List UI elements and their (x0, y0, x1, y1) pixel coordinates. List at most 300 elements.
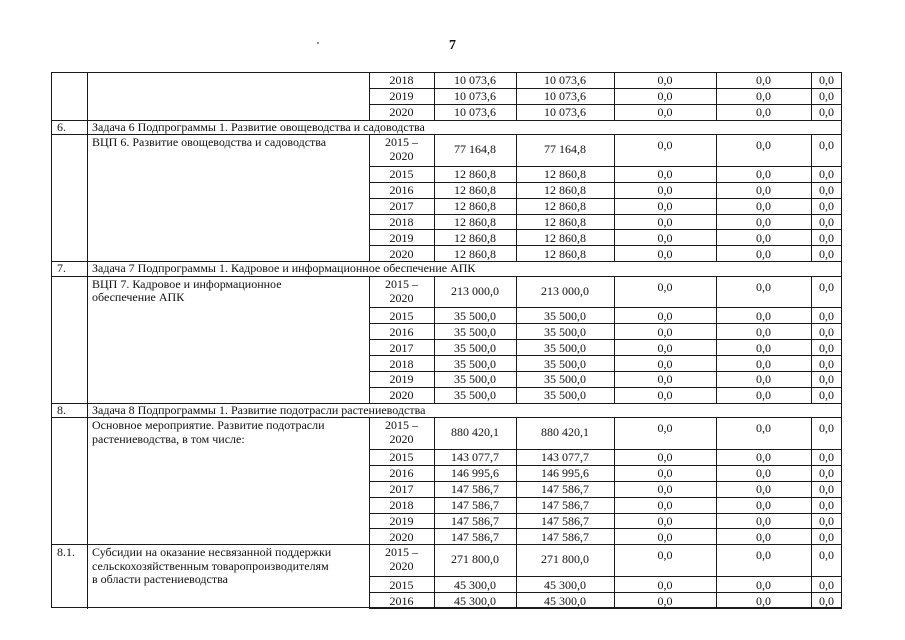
amount-cell: 35 500,0 (454, 356, 496, 371)
zero-cell: 0,0 (819, 466, 834, 481)
value-column-divider (434, 214, 435, 231)
zero-cell: 0,0 (819, 577, 834, 592)
task-title: Задача 6 Подпрограммы 1. Развитие овощеводства и садоводства (92, 119, 425, 134)
value-column-divider (614, 229, 615, 246)
zero-cell: 0,0 (756, 482, 771, 497)
value-column-divider (434, 417, 435, 450)
value-column-divider (516, 465, 517, 482)
value-column-divider (716, 544, 717, 577)
amount-cell: 35 500,0 (544, 340, 586, 355)
data-row-bottom-line (369, 307, 842, 308)
amount-cell: 77 164,8 (544, 142, 586, 157)
number-column-divider (87, 417, 88, 450)
amount-cell: 147 586,7 (451, 498, 499, 513)
zero-cell: 0,0 (819, 529, 834, 544)
number-column-divider (87, 166, 88, 183)
value-column-divider (811, 307, 812, 324)
task-title: Задача 7 Подпрограммы 1. Кадровое и информационное обеспечение АПК (92, 261, 476, 276)
task-row-number-divider (87, 261, 88, 275)
value-column-divider (434, 245, 435, 262)
zero-cell: 0,0 (657, 324, 673, 339)
period-label: 2015 – (385, 418, 418, 433)
amount-cell: 35 500,0 (454, 324, 496, 339)
amount-cell: 77 164,8 (454, 142, 496, 157)
zero-cell: 0,0 (756, 593, 771, 608)
number-column-divider (87, 339, 88, 356)
value-column-divider (811, 465, 812, 482)
label-column-divider (369, 544, 370, 577)
value-column-divider (434, 134, 435, 167)
value-column-divider (716, 214, 717, 231)
value-column-divider (811, 481, 812, 498)
year-cell: 2020 (389, 529, 414, 544)
amount-cell: 880 420,1 (541, 425, 589, 440)
task-number: 6. (57, 119, 66, 134)
data-row-bottom-line (369, 371, 842, 372)
value-column-divider (614, 513, 615, 530)
value-column-divider (811, 245, 812, 262)
value-column-divider (516, 544, 517, 577)
value-column-divider (716, 387, 717, 404)
page-number: 7 (449, 38, 456, 53)
data-row-bottom-line (369, 166, 842, 167)
value-column-divider (811, 576, 812, 593)
label-column-divider (369, 276, 370, 309)
value-column-divider (716, 371, 717, 388)
amount-cell: 35 500,0 (454, 388, 496, 403)
item-label: в области растениеводства (92, 572, 228, 587)
amount-cell: 35 500,0 (454, 372, 496, 387)
value-column-divider (716, 576, 717, 593)
zero-cell: 0,0 (756, 279, 771, 294)
zero-cell: 0,0 (657, 105, 673, 120)
zero-cell: 0,0 (657, 279, 673, 294)
value-column-divider (716, 88, 717, 105)
zero-cell: 0,0 (657, 514, 673, 529)
value-column-divider (434, 72, 435, 89)
value-column-divider (434, 88, 435, 105)
zero-cell: 0,0 (819, 246, 834, 261)
year-cell: 2015 (389, 167, 414, 182)
value-column-divider (434, 528, 435, 545)
value-column-divider (614, 72, 615, 89)
zero-cell: 0,0 (756, 372, 771, 387)
number-column-divider (87, 528, 88, 545)
zero-cell: 0,0 (756, 388, 771, 403)
label-column-divider (369, 198, 370, 215)
value-column-divider (811, 229, 812, 246)
zero-cell: 0,0 (756, 308, 771, 323)
value-column-divider (516, 276, 517, 309)
zero-cell: 0,0 (756, 340, 771, 355)
amount-cell: 12 860,8 (454, 230, 496, 245)
label-column-divider (369, 229, 370, 246)
zero-cell: 0,0 (657, 230, 673, 245)
value-column-divider (516, 592, 517, 609)
data-row-bottom-line (369, 182, 842, 183)
value-column-divider (516, 104, 517, 121)
task-number: 8. (57, 402, 66, 417)
value-column-divider (716, 355, 717, 372)
value-column-divider (716, 449, 717, 466)
zero-cell: 0,0 (819, 73, 834, 88)
amount-cell: 12 860,8 (544, 215, 586, 230)
value-column-divider (614, 449, 615, 466)
amount-cell: 35 500,0 (544, 388, 586, 403)
period-label: 2020 (389, 432, 414, 447)
zero-cell: 0,0 (819, 548, 834, 563)
value-column-divider (614, 166, 615, 183)
zero-cell: 0,0 (756, 421, 771, 436)
item-label: Субсидии на оказание несвязанной поддержки (92, 545, 332, 560)
item-label: обеспечение АПК (92, 290, 185, 305)
number-column-divider (87, 497, 88, 514)
zero-cell: 0,0 (657, 482, 673, 497)
zero-cell: 0,0 (756, 514, 771, 529)
label-column-divider (369, 323, 370, 340)
item-label: растениеводства, в том числе: (92, 431, 245, 446)
year-cell: 2015 (389, 450, 414, 465)
label-column-divider (369, 166, 370, 183)
zero-cell: 0,0 (819, 215, 834, 230)
value-column-divider (434, 387, 435, 404)
data-row-bottom-line (369, 355, 842, 356)
value-column-divider (516, 229, 517, 246)
value-column-divider (434, 513, 435, 530)
year-cell: 2018 (389, 356, 414, 371)
value-column-divider (614, 198, 615, 215)
value-column-divider (516, 576, 517, 593)
value-column-divider (434, 323, 435, 340)
item-label: сельскохозяйственным товаропроизводителям (92, 558, 329, 573)
value-column-divider (614, 355, 615, 372)
amount-cell: 45 300,0 (454, 593, 496, 608)
item-label: Основное мероприятие. Развитие подотрасли (92, 418, 325, 433)
year-cell: 2018 (389, 73, 414, 88)
number-column-divider (87, 104, 88, 121)
value-column-divider (516, 182, 517, 199)
label-column-divider (369, 245, 370, 262)
value-column-divider (811, 166, 812, 183)
value-column-divider (434, 166, 435, 183)
label-column-divider (369, 449, 370, 466)
amount-cell: 35 500,0 (544, 308, 586, 323)
zero-cell: 0,0 (657, 215, 673, 230)
zero-cell: 0,0 (756, 324, 771, 339)
zero-cell: 0,0 (819, 482, 834, 497)
value-column-divider (716, 198, 717, 215)
amount-cell: 35 500,0 (544, 356, 586, 371)
value-column-divider (516, 214, 517, 231)
zero-cell: 0,0 (657, 372, 673, 387)
value-column-divider (614, 387, 615, 404)
year-cell: 2020 (389, 388, 414, 403)
amount-cell: 12 860,8 (454, 167, 496, 182)
value-column-divider (434, 465, 435, 482)
amount-cell: 10 073,6 (544, 89, 586, 104)
label-column-divider (369, 576, 370, 593)
number-column-divider (87, 323, 88, 340)
amount-cell: 12 860,8 (454, 246, 496, 261)
value-column-divider (811, 513, 812, 530)
scan-speck (317, 42, 319, 44)
value-column-divider (614, 592, 615, 609)
amount-cell: 12 860,8 (454, 215, 496, 230)
value-column-divider (614, 417, 615, 450)
amount-cell: 880 420,1 (451, 425, 499, 440)
zero-cell: 0,0 (756, 73, 771, 88)
data-row-bottom-line (369, 544, 842, 545)
value-column-divider (614, 88, 615, 105)
year-cell: 2016 (389, 466, 414, 481)
value-column-divider (516, 88, 517, 105)
value-column-divider (716, 104, 717, 121)
amount-cell: 12 860,8 (544, 246, 586, 261)
amount-cell: 10 073,6 (544, 105, 586, 120)
year-cell: 2018 (389, 498, 414, 513)
year-cell: 2018 (389, 215, 414, 230)
zero-cell: 0,0 (756, 450, 771, 465)
zero-cell: 0,0 (756, 215, 771, 230)
value-column-divider (614, 307, 615, 324)
amount-cell: 35 500,0 (454, 340, 496, 355)
label-column-divider (369, 497, 370, 514)
number-column-divider (87, 245, 88, 262)
value-column-divider (716, 229, 717, 246)
value-column-divider (516, 387, 517, 404)
value-column-divider (516, 497, 517, 514)
number-column-divider (87, 592, 88, 609)
amount-cell: 213 000,0 (451, 283, 499, 298)
zero-cell: 0,0 (756, 356, 771, 371)
zero-cell: 0,0 (657, 73, 673, 88)
value-column-divider (811, 355, 812, 372)
label-column-divider (369, 592, 370, 609)
zero-cell: 0,0 (819, 89, 834, 104)
value-column-divider (811, 134, 812, 167)
value-column-divider (516, 323, 517, 340)
value-column-divider (434, 104, 435, 121)
number-column-divider (87, 134, 88, 167)
label-column-divider (369, 307, 370, 324)
amount-cell: 12 860,8 (544, 199, 586, 214)
task-number: 7. (57, 261, 66, 276)
period-label: 2020 (389, 149, 414, 164)
zero-cell: 0,0 (657, 167, 673, 182)
zero-cell: 0,0 (819, 279, 834, 294)
amount-cell: 10 073,6 (454, 73, 496, 88)
amount-cell: 12 860,8 (544, 230, 586, 245)
zero-cell: 0,0 (819, 138, 834, 153)
zero-cell: 0,0 (819, 450, 834, 465)
period-label: 2015 – (385, 135, 418, 150)
zero-cell: 0,0 (657, 593, 673, 608)
number-column-divider (87, 182, 88, 199)
value-column-divider (716, 72, 717, 89)
value-column-divider (516, 417, 517, 450)
number-column-divider (87, 88, 88, 105)
value-column-divider (811, 323, 812, 340)
zero-cell: 0,0 (657, 498, 673, 513)
label-column-divider (369, 355, 370, 372)
value-column-divider (614, 339, 615, 356)
amount-cell: 147 586,7 (451, 482, 499, 497)
value-column-divider (716, 339, 717, 356)
number-column-divider (87, 214, 88, 231)
label-column-divider (369, 481, 370, 498)
value-column-divider (811, 417, 812, 450)
zero-cell: 0,0 (819, 199, 834, 214)
label-column-divider (369, 528, 370, 545)
amount-cell: 45 300,0 (454, 577, 496, 592)
zero-cell: 0,0 (819, 372, 834, 387)
zero-cell: 0,0 (756, 89, 771, 104)
zero-cell: 0,0 (657, 340, 673, 355)
task-title: Задача 8 Подпрограммы 1. Развитие подотрасли растениеводства (92, 402, 426, 417)
value-column-divider (516, 355, 517, 372)
number-column-divider (87, 371, 88, 388)
zero-cell: 0,0 (657, 466, 673, 481)
value-column-divider (716, 307, 717, 324)
number-column-divider (87, 276, 88, 309)
value-column-divider (614, 276, 615, 309)
zero-cell: 0,0 (819, 593, 834, 608)
amount-cell: 271 800,0 (541, 552, 589, 567)
number-column-divider (87, 481, 88, 498)
amount-cell: 147 586,7 (541, 514, 589, 529)
value-column-divider (811, 198, 812, 215)
amount-cell: 146 995,6 (451, 466, 499, 481)
value-column-divider (516, 528, 517, 545)
zero-cell: 0,0 (756, 498, 771, 513)
year-cell: 2017 (389, 340, 414, 355)
amount-cell: 147 586,7 (541, 482, 589, 497)
number-column-divider (87, 449, 88, 466)
period-label: 2020 (389, 559, 414, 574)
value-column-divider (614, 481, 615, 498)
value-column-divider (516, 371, 517, 388)
zero-cell: 0,0 (819, 308, 834, 323)
zero-cell: 0,0 (657, 577, 673, 592)
label-column-divider (369, 417, 370, 450)
value-column-divider (811, 592, 812, 609)
year-cell: 2015 (389, 577, 414, 592)
label-column-divider (369, 371, 370, 388)
value-column-divider (716, 166, 717, 183)
zero-cell: 0,0 (756, 466, 771, 481)
data-row-bottom-line (369, 88, 842, 89)
value-column-divider (614, 134, 615, 167)
data-row-bottom-line (369, 104, 842, 105)
label-column-divider (369, 182, 370, 199)
amount-cell: 147 586,7 (451, 529, 499, 544)
zero-cell: 0,0 (819, 340, 834, 355)
value-column-divider (434, 229, 435, 246)
label-column-divider (369, 134, 370, 167)
value-column-divider (434, 449, 435, 466)
value-column-divider (716, 481, 717, 498)
number-column-divider (87, 465, 88, 482)
zero-cell: 0,0 (657, 529, 673, 544)
task-row-number-divider (87, 403, 88, 417)
zero-cell: 0,0 (756, 529, 771, 544)
value-column-divider (811, 497, 812, 514)
value-column-divider (811, 182, 812, 199)
label-column-divider (369, 339, 370, 356)
value-column-divider (716, 182, 717, 199)
label-column-divider (369, 387, 370, 404)
value-column-divider (614, 104, 615, 121)
zero-cell: 0,0 (657, 183, 673, 198)
year-cell: 2016 (389, 324, 414, 339)
value-column-divider (434, 481, 435, 498)
amount-cell: 12 860,8 (544, 167, 586, 182)
zero-cell: 0,0 (657, 356, 673, 371)
value-column-divider (434, 592, 435, 609)
zero-cell: 0,0 (819, 356, 834, 371)
amount-cell: 213 000,0 (541, 283, 589, 298)
label-column-divider (369, 214, 370, 231)
value-column-divider (434, 307, 435, 324)
zero-cell: 0,0 (819, 498, 834, 513)
amount-cell: 271 800,0 (451, 552, 499, 567)
table-border-left (51, 72, 52, 608)
data-row-bottom-line (369, 449, 842, 450)
zero-cell: 0,0 (756, 167, 771, 182)
amount-cell: 35 500,0 (544, 372, 586, 387)
data-row-bottom-line (369, 339, 842, 340)
value-column-divider (614, 214, 615, 231)
label-column-divider (369, 104, 370, 121)
budget-table (51, 72, 842, 608)
amount-cell: 12 860,8 (454, 199, 496, 214)
value-column-divider (811, 214, 812, 231)
data-row-bottom-line (369, 465, 842, 466)
value-column-divider (434, 355, 435, 372)
zero-cell: 0,0 (756, 246, 771, 261)
label-column-divider (369, 465, 370, 482)
number-column-divider (87, 387, 88, 404)
zero-cell: 0,0 (657, 450, 673, 465)
number-column-divider (87, 513, 88, 530)
value-column-divider (516, 166, 517, 183)
zero-cell: 0,0 (657, 89, 673, 104)
data-row-bottom-line (369, 245, 842, 246)
value-column-divider (716, 497, 717, 514)
year-cell: 2020 (389, 246, 414, 261)
value-column-divider (811, 72, 812, 89)
zero-cell: 0,0 (819, 105, 834, 120)
value-column-divider (716, 528, 717, 545)
value-column-divider (516, 513, 517, 530)
year-cell: 2019 (389, 514, 414, 529)
zero-cell: 0,0 (657, 138, 673, 153)
data-row-bottom-line (369, 214, 842, 215)
data-row-bottom-line (369, 198, 842, 199)
value-column-divider (434, 276, 435, 309)
value-column-divider (516, 245, 517, 262)
item-label: ВЦП 7. Кадровое и информационное (92, 276, 282, 291)
value-column-divider (811, 449, 812, 466)
label-column-divider (369, 513, 370, 530)
amount-cell: 147 586,7 (541, 498, 589, 513)
value-column-divider (716, 276, 717, 309)
value-column-divider (716, 465, 717, 482)
value-column-divider (516, 72, 517, 89)
item-label: ВЦП 6. Развитие овощеводства и садоводства (92, 135, 327, 150)
value-column-divider (716, 245, 717, 262)
number-column-divider (87, 544, 88, 577)
